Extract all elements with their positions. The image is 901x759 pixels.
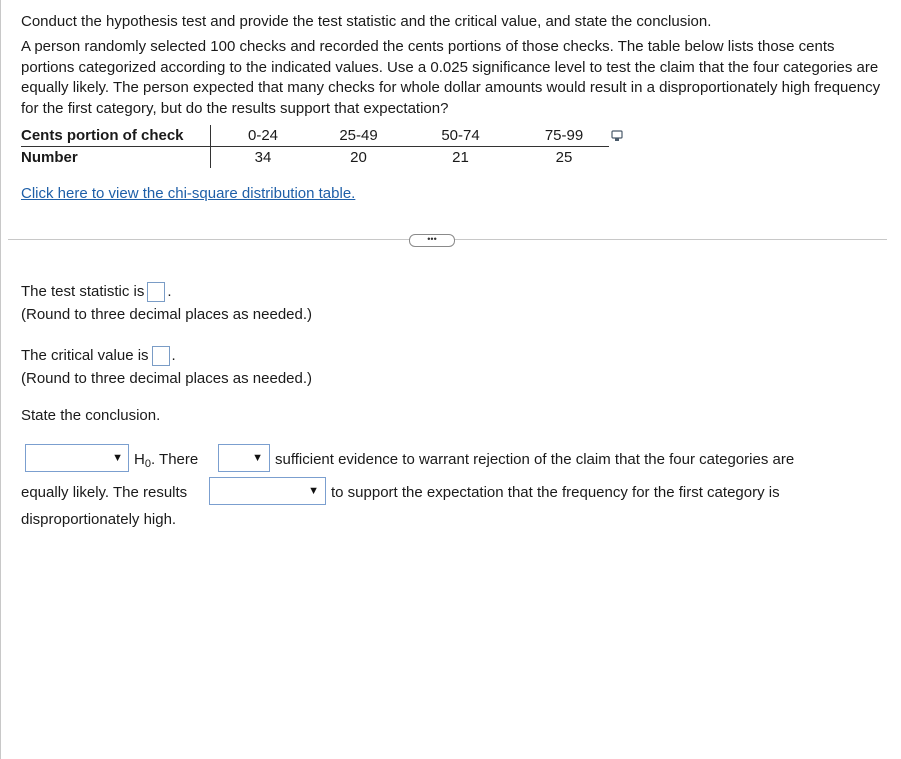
left-border (0, 0, 1, 759)
table-row (21, 147, 609, 169)
category-cell: 0-24 (211, 125, 316, 147)
disproportionately-high-text: disproportionately high. (21, 511, 177, 528)
row-header-number: Number (21, 147, 211, 169)
category-cell: 75-99 (519, 125, 609, 147)
period: . (171, 346, 176, 364)
triangle-down-icon: ▼ (112, 452, 123, 464)
round-hint: (Round to three decimal places as needed.) (21, 306, 313, 323)
period: . (167, 282, 172, 300)
test-statistic-input[interactable] (147, 282, 165, 302)
copy-data-icon[interactable] (611, 130, 623, 142)
h0-letter: H (134, 451, 145, 468)
test-statistic-row (21, 282, 172, 302)
triangle-down-icon: ▼ (252, 452, 263, 464)
chi-square-table-link[interactable]: Click here to view the chi-square distribution table. (21, 185, 356, 202)
sufficient-evidence-text: sufficient evidence to warrant rejection of the claim that the four categories are (275, 451, 795, 468)
critical-value-row (21, 346, 176, 366)
critical-value-label: The critical value is (21, 346, 149, 364)
round-hint: (Round to three decimal places as needed.) (21, 370, 313, 387)
problem-text: A person randomly selected 100 checks and recorded the cents portions of those checks. The table below lists those cents portions categorized according to the indicated values. Use a 0.025 significance level to test the claim that the four categories are equally likely. The person expected that many checks for whole dollar amounts would result in a disproportionately high frequency for the first category, but do the results support that expectation? (21, 38, 881, 117)
support-dropdown[interactable] (209, 477, 326, 505)
there-text: . There (150, 451, 199, 468)
h0-subscript: 0 (144, 458, 151, 470)
category-cell: 25-49 (315, 125, 402, 147)
count-cell: 21 (452, 149, 469, 166)
triangle-down-icon: ▼ (308, 485, 319, 497)
equally-likely-text: equally likely. The results (21, 484, 188, 501)
decision-dropdown[interactable] (25, 444, 129, 472)
support-text: to support the expectation that the frequency for the first category is (331, 484, 780, 501)
row-header-cents: Cents portion of check (21, 125, 211, 147)
h0-text (134, 451, 198, 470)
critical-value-input[interactable] (152, 346, 170, 366)
count-cell: 20 (350, 149, 367, 166)
test-statistic-label: The test statistic is (21, 282, 145, 300)
count-cell: 25 (555, 149, 573, 166)
table-row (21, 125, 609, 147)
conclusion-label: State the conclusion. (21, 407, 161, 424)
more-button[interactable]: ••• (409, 234, 455, 247)
evidence-dropdown[interactable] (218, 444, 270, 472)
category-cell: 50-74 (402, 125, 519, 147)
count-cell: 34 (254, 149, 272, 166)
data-table (21, 125, 609, 168)
instructions: Conduct the hypothesis test and provide the test statistic and the critical value, and state the conclusion. (21, 13, 712, 30)
